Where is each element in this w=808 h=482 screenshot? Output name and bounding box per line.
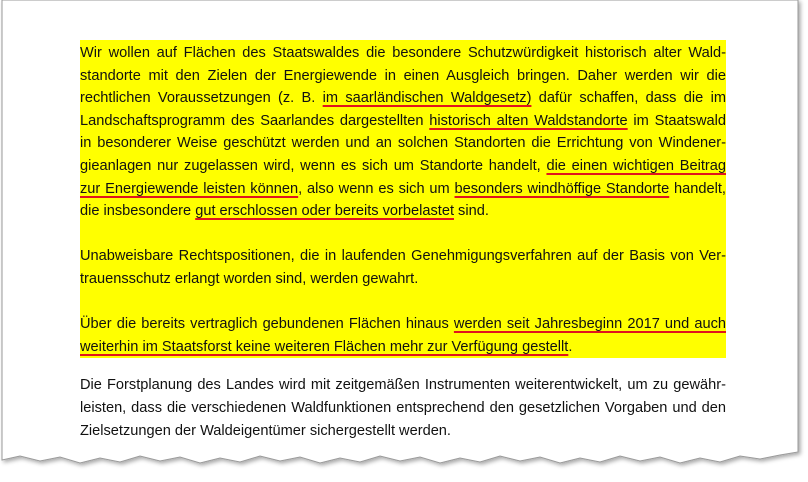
text-run: dafür schaffen, dass die im Landschaftsprogramm des Saarlandes dargestellten	[80, 90, 726, 129]
paragraph-4: Die Forstplanung des Landes wird mit zeitgemäßen Instrumenten weiterentwickelt, um zu gewähr-leisten, dass die verschiedenen Waldfunktionen entsprechend den gesetzlichen Vorgaben und den Zielsetzungen der Waldeigentümer sichergestellt werden.	[80, 377, 726, 439]
underlined-phrase: besonders windhöffige Standorte	[454, 180, 670, 197]
text-run: Wir wollen auf Flächen des Staatswaldes die besondere Schutzwürdigkeit historisch alter Wald-standorte mit den Zielen der Energiewende in einen Ausgleich bringen. Daher werden wir die rechtlichen Voraussetzungen (z. B.	[80, 45, 726, 107]
underlined-phrase: die einen wichtigen Beitrag zur Energiewende leisten können	[80, 157, 726, 197]
text-run: , also wenn es sich um	[298, 180, 455, 197]
text-run: Über die bereits vertraglich gebundenen Flächen hinaus	[80, 316, 454, 333]
highlighted-section	[80, 40, 726, 358]
paragraph-3	[80, 313, 726, 358]
underlined-phrase: im saarländischen Waldgesetz)	[322, 90, 532, 107]
text-run: im Staatswald in besonderer Weise geschützt werden und an solchen Standorten die Errichtung von Windener-gieanlagen nur zugelassen wird, wenn es sich um Standorte handelt,	[80, 112, 727, 174]
underlined-phrase: gut erschlossen oder bereits vorbelastet	[195, 203, 454, 220]
text-run: sind.	[454, 203, 489, 220]
underlined-phrase: werden seit Jahresbeginn 2017 und auch weiterhin im Staatsforst keine weiteren Flächen mehr zur Verfügung gestellt	[80, 316, 726, 355]
document-body	[80, 40, 726, 442]
underlined-phrase: historisch alten Waldstandorte	[429, 112, 628, 129]
paragraph-1	[80, 42, 726, 223]
paragraph-2	[80, 245, 726, 290]
text-run: handelt, die insbesondere	[80, 180, 726, 220]
text-run: Unabweisbare Rechtspositionen, die in laufenden Genehmigungsverfahren auf der Basis von Ver-trauensschutz erlangt worden sind, werden gewahrt.	[80, 248, 726, 287]
text-run: .	[568, 338, 573, 355]
